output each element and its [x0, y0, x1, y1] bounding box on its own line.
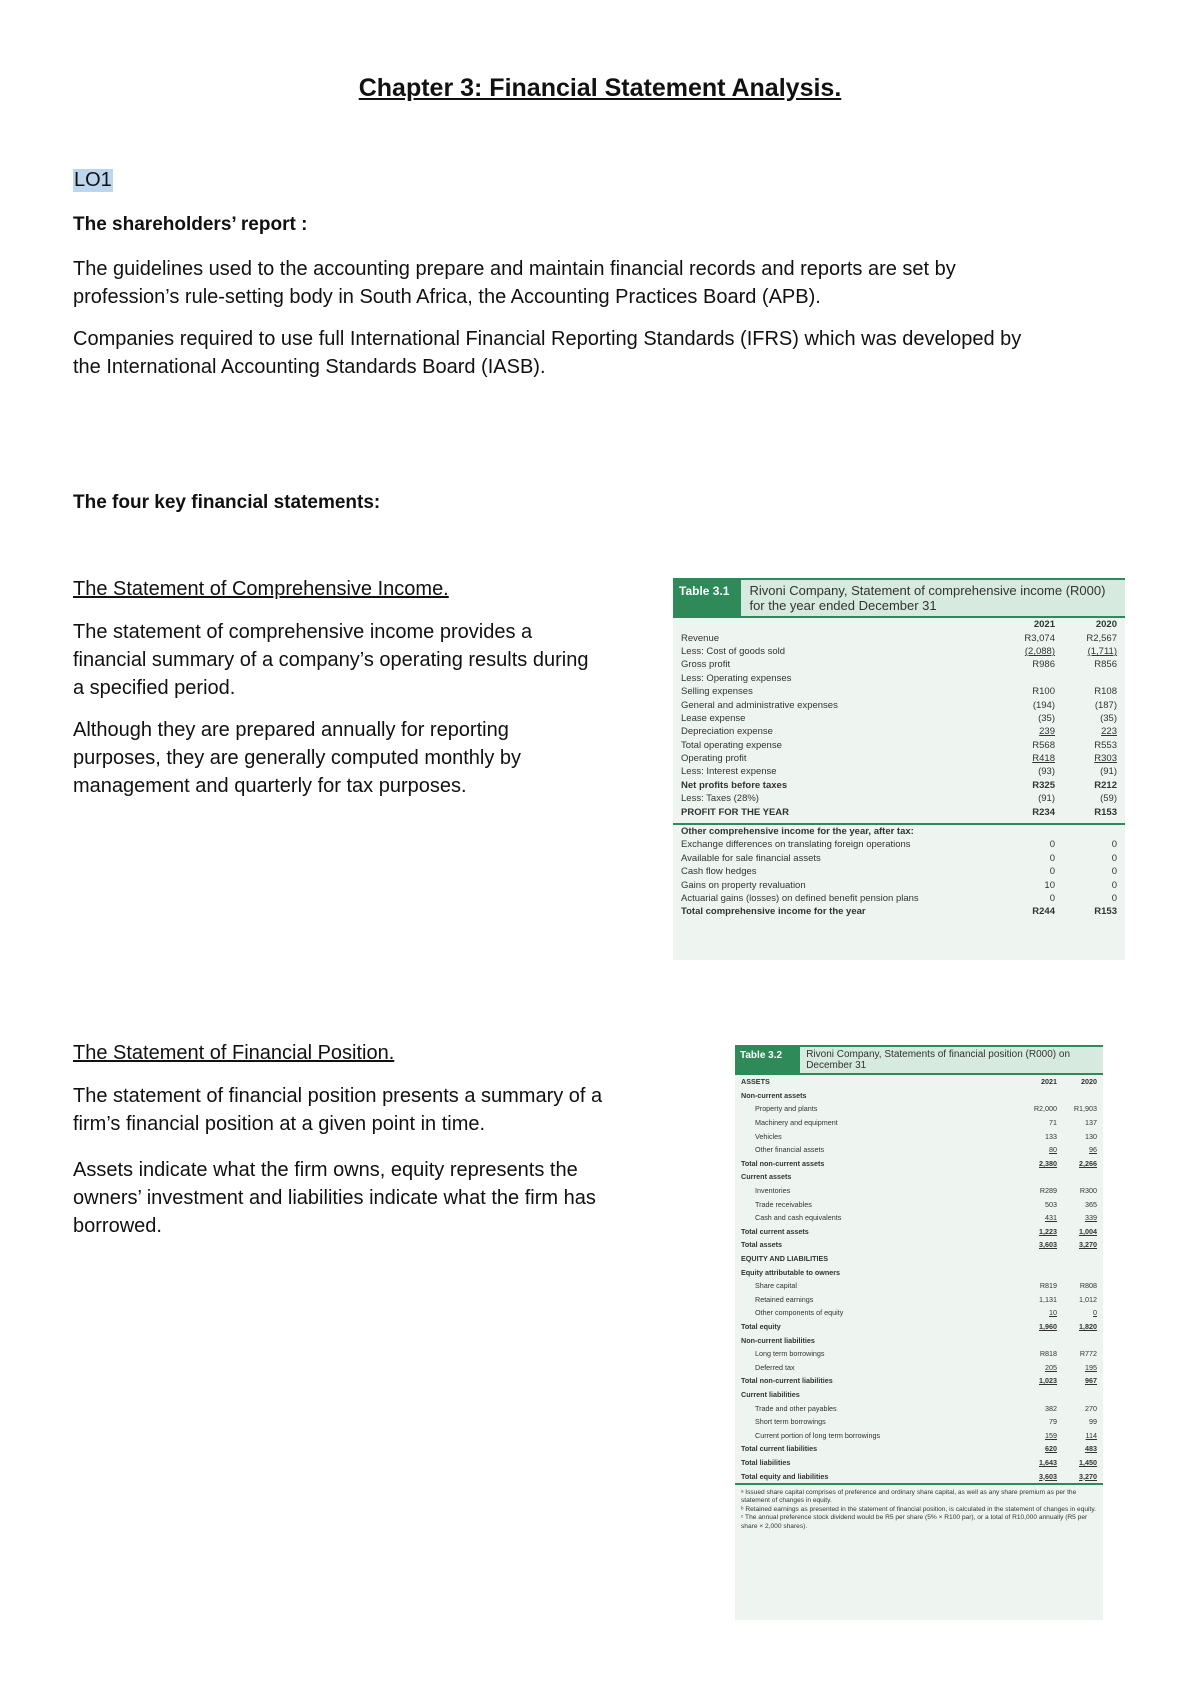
text-line: owners’ investment and liabilities indicate what the firm has [73, 1187, 596, 1209]
row-value: R808 [1079, 1281, 1097, 1291]
row-value: R819 [1039, 1281, 1057, 1291]
row-value: 431 [1045, 1213, 1057, 1223]
row-label: Other components of equity [755, 1308, 844, 1318]
row-value: 10 [1049, 1308, 1057, 1318]
paragraph-sfp-1 [73, 1082, 602, 1138]
row-value: R212 [1094, 779, 1117, 791]
row-label: Vehicles [755, 1131, 782, 1141]
table-row [735, 1415, 1103, 1429]
row-value: 130 [1085, 1131, 1097, 1141]
sci-heading: The Statement of Comprehensive Income. [73, 578, 449, 600]
table-row [673, 685, 1125, 698]
table-row [735, 1089, 1103, 1103]
table-row [673, 878, 1125, 891]
row-value: 99 [1089, 1417, 1097, 1427]
row-value: 205 [1045, 1362, 1057, 1372]
row-value: R234 [1032, 806, 1055, 818]
row-label: Cash flow hedges [681, 866, 757, 878]
table-comprehensive-income [673, 578, 1125, 960]
row-value: 159 [1045, 1430, 1057, 1440]
row-value: 114 [1085, 1430, 1097, 1440]
table-row [735, 1469, 1103, 1483]
row-label: Gains on property revaluation [681, 879, 806, 891]
row-value: 3,270 [1079, 1471, 1097, 1481]
row-value: R325 [1032, 779, 1055, 791]
text-line: The statement of comprehensive income provides a [73, 621, 533, 643]
row-value: (93) [1038, 766, 1055, 778]
row-label: Trade receivables [755, 1199, 812, 1209]
text-line: the International Accounting Standards Board (IASB). [73, 356, 546, 378]
position-rows [735, 1089, 1103, 1483]
row-value: 1,004 [1079, 1226, 1097, 1236]
row-value: R244 [1032, 906, 1055, 918]
row-label: Total equity and liabilities [741, 1471, 829, 1481]
row-label: Inventories [755, 1186, 791, 1196]
row-value: R108 [1094, 686, 1117, 698]
row-label: Current assets [741, 1172, 792, 1182]
text-line: profession’s rule-setting body in South Africa, the Accounting Practices Board (APB). [73, 286, 821, 308]
row-value: 223 [1101, 726, 1117, 738]
year-header-row [673, 618, 1125, 631]
row-value: 0 [1111, 879, 1117, 891]
table-row [735, 1456, 1103, 1470]
row-value: 339 [1085, 1213, 1097, 1223]
table-row [673, 905, 1125, 918]
row-label: Less: Cost of goods sold [681, 645, 786, 657]
row-value: 80 [1049, 1145, 1057, 1155]
row-label: Operating profit [681, 753, 747, 765]
oci-heading: Other comprehensive income for the year, after tax: [681, 826, 914, 838]
row-value: (59) [1100, 793, 1117, 805]
table-row [735, 1265, 1103, 1279]
row-value: (91) [1100, 766, 1117, 778]
row-label: Total operating expense [681, 739, 782, 751]
table-row [735, 1129, 1103, 1143]
row-label: Other financial assets [755, 1145, 825, 1155]
table-row [673, 892, 1125, 905]
row-label: Share capital [755, 1281, 797, 1291]
table-row [673, 865, 1125, 878]
table-row [673, 712, 1125, 725]
year-2020: 2020 [1081, 1077, 1097, 1087]
shareholders-heading: The shareholders’ report : [73, 214, 308, 235]
row-label: Less: Interest expense [681, 766, 777, 778]
row-value: R300 [1079, 1186, 1097, 1196]
assets-header-row: ASSETS 2021 2020 [741, 1077, 1097, 1087]
text-line: management and quarterly for tax purposes. [73, 775, 467, 797]
row-value: 1,960 [1039, 1321, 1057, 1331]
row-value: 503 [1045, 1199, 1057, 1209]
table-row [735, 1102, 1103, 1116]
row-value: (35) [1100, 712, 1117, 724]
table-row [735, 1197, 1103, 1211]
paragraph-sfp-2 [73, 1156, 596, 1240]
row-value: R3,074 [1024, 632, 1055, 644]
table-row [735, 1225, 1103, 1239]
table-row [735, 1347, 1103, 1361]
table-row [735, 1157, 1103, 1171]
row-value: (1,711) [1087, 645, 1117, 657]
table-number: Table 3.1 [673, 580, 741, 616]
table-row [673, 765, 1125, 778]
table-row [673, 645, 1125, 658]
paragraph-sci-2 [73, 716, 521, 800]
row-value: 79 [1049, 1417, 1057, 1427]
row-value: R153 [1094, 906, 1117, 918]
table-note: ᵃ Issued share capital comprises of preference and ordinary share capital, as well as any share premium as per the statement of changes in equity. [741, 1488, 1077, 1505]
table-row [735, 1428, 1103, 1442]
row-value: 0 [1111, 852, 1117, 864]
table-row [735, 1252, 1103, 1266]
table-row [735, 1306, 1103, 1320]
row-label: Trade and other payables [755, 1403, 837, 1413]
row-label: Property and plants [755, 1104, 818, 1114]
sfp-heading: The Statement of Financial Position. [73, 1042, 395, 1064]
row-value: 1,820 [1079, 1321, 1097, 1331]
text-line: Companies required to use full International Financial Reporting Standards (IFRS) which was developed by [73, 328, 1022, 350]
table-row [735, 1442, 1103, 1456]
row-value: 0 [1049, 866, 1055, 878]
row-value: 195 [1085, 1362, 1097, 1372]
row-value: (194) [1032, 699, 1055, 711]
row-label: Available for sale financial assets [681, 852, 821, 864]
row-label: Total current assets [741, 1226, 809, 1236]
row-label: Exchange differences on translating foreign operations [681, 839, 911, 851]
row-label: Total non-current assets [741, 1158, 825, 1168]
table-row [735, 1116, 1103, 1130]
paragraph-ifrs [73, 325, 1021, 381]
row-value: 1,450 [1079, 1457, 1097, 1467]
text-line: The statement of financial position presents a summary of a [73, 1085, 603, 1107]
row-label: Total liabilities [741, 1457, 791, 1467]
page-title: Chapter 3: Financial Statement Analysis. [358, 74, 842, 102]
table-note: ᶜ The annual preference stock dividend would be R5 per share (5% × R100 par), or a total of R10,000 annually (R5 per share × 2,000 shares). [741, 1514, 1088, 1530]
row-value: 10 [1044, 879, 1055, 891]
text-line: purposes, they are generally computed monthly by [73, 747, 522, 769]
row-label: Cash and cash equivalents [755, 1213, 842, 1223]
table-header [673, 578, 1125, 618]
table-note: ᵇ Retained earnings as presented in the statement of financial position, is calculated in the statement of changes in equity. [741, 1505, 1096, 1513]
row-value: 137 [1085, 1118, 1097, 1128]
text-line: a specified period. [73, 677, 236, 699]
row-value: 382 [1045, 1403, 1057, 1413]
text-line: Although they are prepared annually for reporting [73, 719, 509, 741]
learning-outcome-label: LO1 [74, 169, 112, 191]
row-value: 2,266 [1079, 1158, 1097, 1168]
row-value: 483 [1085, 1444, 1097, 1454]
row-value: 0 [1049, 852, 1055, 864]
row-value: 620 [1045, 1444, 1057, 1454]
table-financial-position [735, 1045, 1103, 1620]
row-value: (35) [1038, 712, 1055, 724]
row-label: Total non-current liabilities [741, 1376, 833, 1386]
table-row [735, 1211, 1103, 1225]
table-row [673, 725, 1125, 738]
row-value: 365 [1085, 1199, 1097, 1209]
row-value: R568 [1032, 739, 1055, 751]
table-row [735, 1401, 1103, 1415]
row-value: R856 [1094, 659, 1117, 671]
text-line: borrowed. [73, 1215, 162, 1237]
table-row [735, 1320, 1103, 1334]
row-value: 1,223 [1039, 1226, 1057, 1236]
table-row [735, 1388, 1103, 1402]
table-notes [735, 1483, 1103, 1536]
row-value: R2,567 [1086, 632, 1117, 644]
table-row [735, 1333, 1103, 1347]
row-value: R553 [1094, 739, 1117, 751]
table-row [673, 792, 1125, 805]
table-row [673, 752, 1125, 765]
row-value: 3,603 [1039, 1471, 1057, 1481]
row-label: Less: Taxes (28%) [681, 793, 759, 805]
row-label: EQUITY AND LIABILITIES [741, 1254, 829, 1264]
table-row [735, 1170, 1103, 1184]
row-label: Machinery and equipment [755, 1118, 838, 1128]
table-caption: Rivoni Company, Statement of comprehensive income (R000) for the year ended December 31 [749, 583, 1106, 613]
row-label: Revenue [681, 632, 720, 644]
row-value: R303 [1094, 753, 1117, 765]
row-value: 0 [1111, 893, 1117, 904]
row-label: PROFIT FOR THE YEAR [681, 806, 790, 818]
row-label: Depreciation expense [681, 726, 773, 738]
row-value: 0 [1049, 839, 1055, 851]
table-header [735, 1045, 1103, 1075]
row-label: Total equity [741, 1321, 781, 1331]
row-label: Short term borrowings [755, 1417, 826, 1427]
text-line: Assets indicate what the firm owns, equity represents the [73, 1159, 578, 1181]
text-line: financial summary of a company’s operating results during [73, 649, 589, 671]
row-value: (2,088) [1024, 645, 1055, 657]
row-label: Actuarial gains (losses) on defined benefit pension plans [681, 893, 919, 904]
row-value: 0 [1093, 1308, 1097, 1318]
row-label: Current portion of long term borrowings [755, 1430, 881, 1440]
table-row [673, 779, 1125, 792]
row-value: R1,903 [1073, 1104, 1097, 1114]
oci-rows [673, 838, 1125, 918]
row-value: 3,270 [1079, 1240, 1097, 1250]
table-row [735, 1184, 1103, 1198]
row-value: R153 [1094, 806, 1117, 818]
row-value: R986 [1032, 659, 1055, 671]
row-label: Net profits before taxes [681, 779, 788, 791]
row-label: Long term borrowings [755, 1349, 825, 1359]
row-value: 0 [1111, 839, 1117, 851]
table-row [673, 805, 1125, 818]
text-line: firm’s financial position at a given point in time. [73, 1113, 486, 1135]
table-row [735, 1143, 1103, 1157]
table-row [735, 1360, 1103, 1374]
row-label: General and administrative expenses [681, 699, 838, 711]
four-statements-heading: The four key financial statements: [73, 492, 381, 513]
row-value: 2,380 [1039, 1158, 1057, 1168]
row-value: R289 [1039, 1186, 1057, 1196]
table-row [673, 739, 1125, 752]
year-2020: 2020 [1095, 619, 1117, 631]
table-row [673, 852, 1125, 865]
row-value: 0 [1049, 893, 1055, 904]
row-label: Lease expense [681, 712, 746, 724]
row-value: 1,643 [1039, 1457, 1057, 1467]
row-value: 239 [1039, 726, 1055, 738]
row-value: 967 [1085, 1376, 1097, 1386]
row-label: Retained earnings [755, 1294, 814, 1304]
table-caption: Rivoni Company, Statements of financial position (R000) on December 31 [806, 1049, 1071, 1071]
row-value: R772 [1079, 1349, 1097, 1359]
row-value: 270 [1085, 1403, 1097, 1413]
row-label: Non-current assets [741, 1090, 807, 1100]
row-value: R418 [1032, 753, 1055, 765]
row-label: Gross profit [681, 659, 731, 671]
row-label: Equity attributable to owners [741, 1267, 841, 1277]
row-value: R100 [1032, 686, 1055, 698]
row-label: Total current liabilities [741, 1444, 818, 1454]
row-value: 1,131 [1039, 1294, 1057, 1304]
table-row [735, 1374, 1103, 1388]
row-value: 96 [1089, 1145, 1097, 1155]
table-row [735, 1238, 1103, 1252]
paragraph-guidelines [73, 255, 956, 311]
year-2021: 2021 [1041, 1077, 1057, 1087]
row-value: (91) [1038, 793, 1055, 805]
row-label: Selling expenses [681, 686, 753, 698]
table-row [673, 631, 1125, 644]
year-2021: 2021 [1033, 619, 1055, 631]
income-rows [673, 631, 1125, 818]
table-row [735, 1293, 1103, 1307]
row-label: Less: Operating expenses [681, 672, 792, 684]
row-value: 71 [1049, 1118, 1057, 1128]
row-label: Non-current liabilities [741, 1335, 815, 1345]
row-label: Total assets [741, 1240, 783, 1250]
text-line: The guidelines used to the accounting prepare and maintain financial records and reports are set by [73, 258, 956, 280]
table-row [673, 698, 1125, 711]
paragraph-sci-1 [73, 618, 588, 702]
table-row [735, 1279, 1103, 1293]
row-value: 1,012 [1079, 1294, 1097, 1304]
row-label: Total comprehensive income for the year [681, 906, 866, 918]
table-row [673, 672, 1125, 685]
row-label: Deferred tax [755, 1362, 795, 1372]
table-number: Table 3.2 [735, 1047, 800, 1073]
row-value: (187) [1094, 699, 1117, 711]
row-label: Current liabilities [741, 1389, 800, 1399]
row-value: 0 [1111, 866, 1117, 878]
row-value: 133 [1045, 1131, 1057, 1141]
row-value: R818 [1039, 1349, 1057, 1359]
row-value: R2,000 [1033, 1104, 1057, 1114]
row-value: 3,603 [1039, 1240, 1057, 1250]
table-row [673, 838, 1125, 851]
row-value: 1,023 [1039, 1376, 1057, 1386]
table-row [673, 658, 1125, 671]
